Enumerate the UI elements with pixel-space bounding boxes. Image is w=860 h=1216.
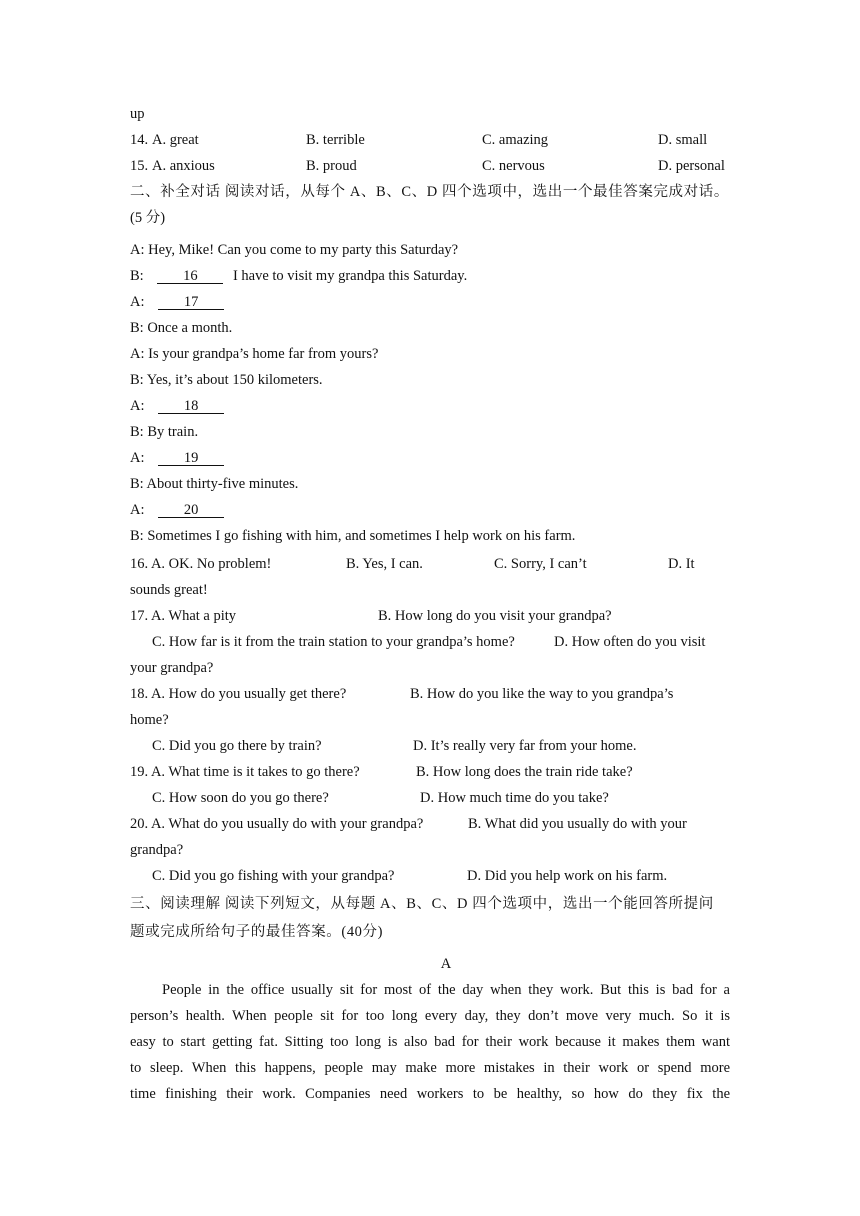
speaker: A: <box>130 346 145 362</box>
dialogue-line-12 <box>130 526 575 546</box>
dialogue-line-9 <box>130 448 224 468</box>
speaker: A: <box>130 294 145 310</box>
dialogue-line-5 <box>130 344 378 364</box>
option-16-d-continued: sounds great! <box>130 582 208 598</box>
answer-blank-20[interactable]: 20 <box>158 503 224 518</box>
option-15-a: A. anxious <box>152 158 215 174</box>
option-16-b: B. Yes, I can. <box>346 556 423 572</box>
passage-line-2: person’s health. When people sit for too long every day, they don’t move very much. So it is <box>130 1008 730 1024</box>
passage-line-4: to sleep. When this happens, people may make more mistakes in their work or spend more <box>130 1060 730 1076</box>
option-15-c: C. nervous <box>482 158 545 174</box>
speaker: A: <box>130 242 145 258</box>
passage-label: A <box>440 956 452 972</box>
dialogue-line-3 <box>130 292 224 312</box>
option-17-d-continued: your grandpa? <box>130 660 214 676</box>
dialogue-text: Hey, Mike! Can you come to my party this Saturday? <box>148 242 459 258</box>
option-16-c: C. Sorry, I can’t <box>494 556 587 572</box>
dialogue-line-11 <box>130 500 224 520</box>
dialogue-text: I have to visit my grandpa this Saturday. <box>232 268 468 284</box>
passage-line-3: easy to start getting fat. Sitting too long is also bad for their work because it makes them want <box>130 1034 730 1050</box>
dialogue-text: Is your grandpa’s home far from yours? <box>148 346 379 362</box>
option-14-a: 14. <box>130 132 149 148</box>
dialogue-line-6 <box>130 370 323 390</box>
option-17-c: C. How far is it from the train station to your grandpa’s home? <box>152 634 515 650</box>
dialogue-text: Yes, it’s about 150 kilometers. <box>146 372 323 388</box>
speaker: B: <box>130 528 144 544</box>
fragment-text: up <box>130 106 145 122</box>
option-19-b: B. How long does the train ride take? <box>416 764 633 780</box>
option-14-a-text: A. great <box>152 132 199 148</box>
option-14-b: B. terrible <box>306 132 365 148</box>
section2-score: (5 分) <box>130 210 166 226</box>
speaker: B: <box>130 372 144 388</box>
dialogue-line-4 <box>130 318 232 338</box>
option-14-d: D. small <box>658 132 708 148</box>
option-20-a: 20. A. What do you usually do with your grandpa? <box>130 816 424 832</box>
dialogue-line-8 <box>130 422 198 442</box>
speaker: A: <box>130 398 145 414</box>
passage-line-5: time finishing their work. Companies need workers to be healthy, so how do they fix the <box>130 1086 730 1102</box>
speaker: B: <box>130 268 144 284</box>
option-20-b-continued: grandpa? <box>130 842 184 858</box>
option-15-d: D. personal <box>658 158 725 174</box>
speaker: B: <box>130 320 144 336</box>
section3-heading-cont: 题或完成所给句子的最佳答案。(40分) <box>130 924 384 940</box>
answer-blank-19[interactable]: 19 <box>158 451 224 466</box>
answer-blank-18[interactable]: 18 <box>158 399 224 414</box>
section3-heading: 三、阅读理解 阅读下列短文，从每题 A、B、C、D 四个选项中，选出一个能回答所提问 <box>130 896 714 912</box>
dialogue-text: Once a month. <box>147 320 233 336</box>
option-20-d: D. Did you help work on his farm. <box>467 868 668 884</box>
speaker: A: <box>130 450 145 466</box>
option-14-c: C. amazing <box>482 132 549 148</box>
speaker: B: <box>130 424 144 440</box>
dialogue-text: By train. <box>147 424 199 440</box>
option-18-b-continued: home? <box>130 712 169 728</box>
option-20-c: C. Did you go fishing with your grandpa? <box>152 868 395 884</box>
dialogue-text: Sometimes I go fishing with him, and sometimes I help work on his farm. <box>147 528 576 544</box>
option-19-d: D. How much time do you take? <box>420 790 609 806</box>
option-18-b: B. How do you like the way to you grandpa’s <box>410 686 674 702</box>
section2-heading: 二、补全对话 阅读对话，从每个 A、B、C、D 四个选项中，选出一个最佳答案完成对话。 <box>130 184 729 200</box>
option-20-b: B. What did you usually do with your <box>468 816 687 832</box>
option-17-b: B. How long do you visit your grandpa? <box>378 608 612 624</box>
dialogue-text: About thirty-five minutes. <box>146 476 299 492</box>
dialogue-line-10 <box>130 474 298 494</box>
option-17-d: D. How often do you visit <box>554 634 706 650</box>
speaker: B: <box>130 476 144 492</box>
dialogue-line-7 <box>130 396 224 416</box>
option-17-a: 17. A. What a pity <box>130 608 237 624</box>
option-16-a: 16. A. OK. No problem! <box>130 556 272 572</box>
option-16-d: D. It <box>668 556 695 572</box>
dialogue-line-1 <box>130 240 458 260</box>
answer-blank-16[interactable]: 16 <box>157 269 223 284</box>
option-18-c: C. Did you go there by train? <box>152 738 322 754</box>
passage-line-1: People in the office usually sit for most of the day when they work. But this is bad for a <box>162 982 730 998</box>
option-18-d: D. It’s really very far from your home. <box>413 738 637 754</box>
speaker: A: <box>130 502 145 518</box>
option-15-b: B. proud <box>306 158 357 174</box>
option-19-a: 19. A. What time is it takes to go there? <box>130 764 360 780</box>
dialogue-line-2 <box>130 266 467 286</box>
option-18-a: 18. A. How do you usually get there? <box>130 686 347 702</box>
option-19-c: C. How soon do you go there? <box>152 790 329 806</box>
answer-blank-17[interactable]: 17 <box>158 295 224 310</box>
option-15-num: 15. <box>130 158 149 174</box>
